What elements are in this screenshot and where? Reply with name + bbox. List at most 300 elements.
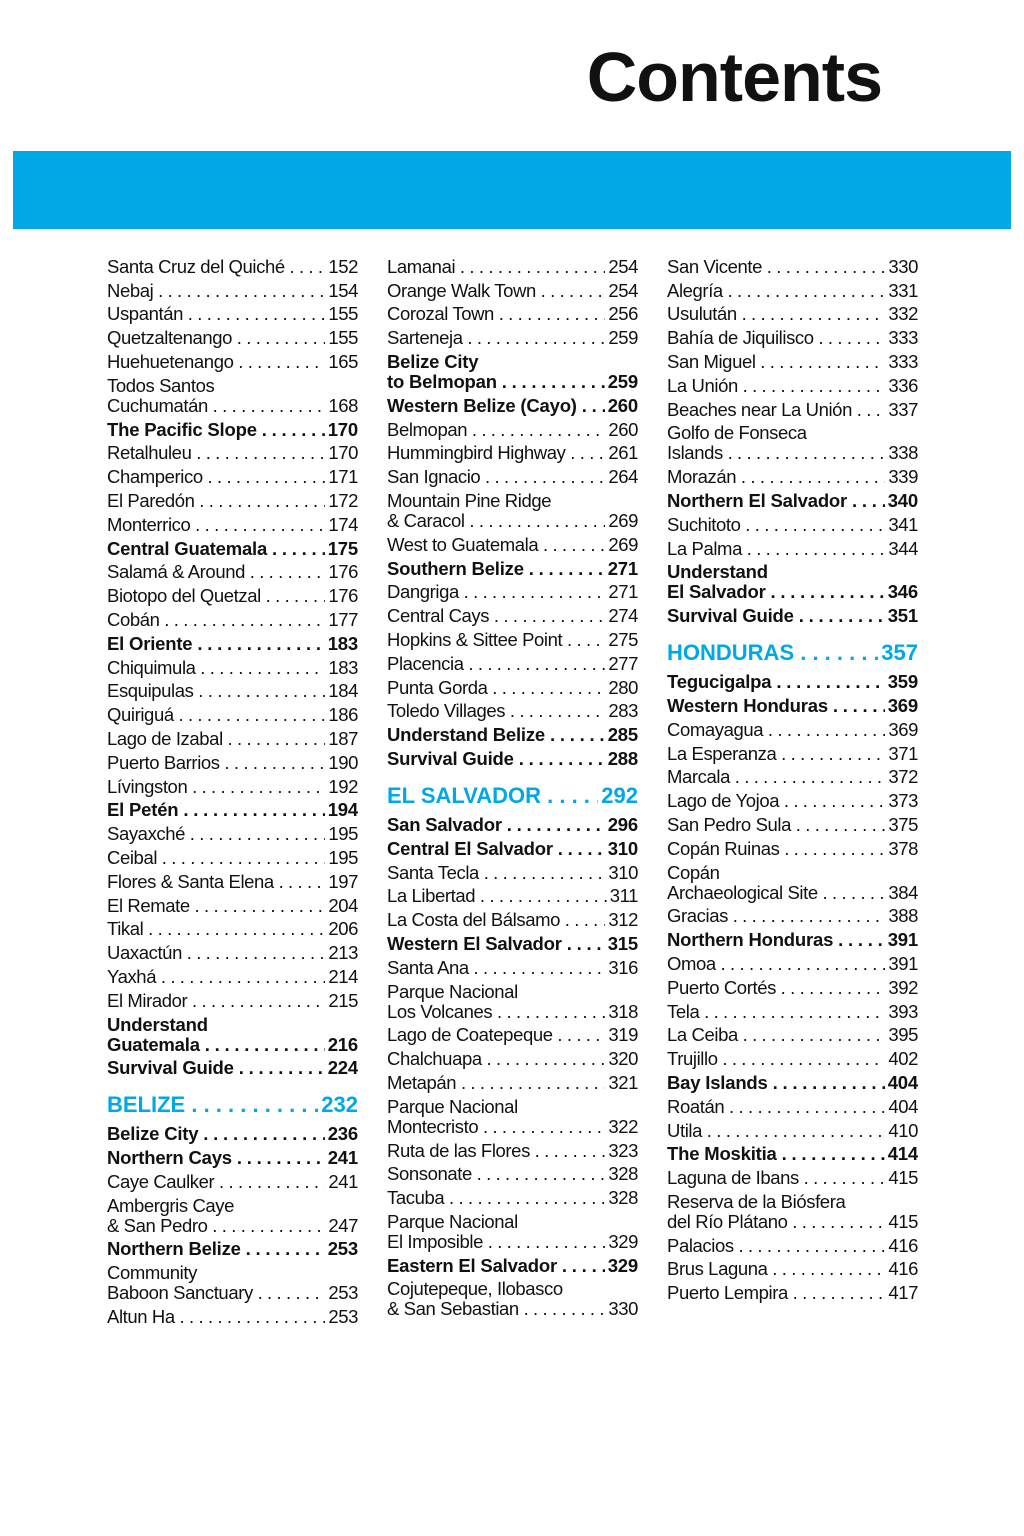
toc-page-number: 186 xyxy=(325,705,358,725)
toc-page-number: 216 xyxy=(325,1035,358,1055)
toc-page-number: 328 xyxy=(605,1188,638,1208)
toc-entry-label: Central Cays . . . xyxy=(387,606,638,626)
toc-entry-label: Survival Guide . . . xyxy=(667,606,918,626)
toc-page-number: 259 xyxy=(605,372,638,392)
toc-entry-label: Lívingston . . . xyxy=(107,777,358,797)
toc-page-number: 170 xyxy=(325,420,358,440)
toc-entry-label: Comayagua . . . xyxy=(667,720,918,740)
toc-entry-label: La Ceiba . . . xyxy=(667,1025,918,1045)
toc-entry-label: Sarteneja . . . xyxy=(387,328,638,348)
toc-entry xyxy=(667,304,918,324)
toc-entry xyxy=(107,824,358,844)
toc-entry-label: Puerto Cortés . . . xyxy=(667,978,918,998)
toc-entry-label: Santa Cruz del Quiché . . . xyxy=(107,257,358,277)
toc-entry-label: Punta Gorda . . . xyxy=(387,678,638,698)
toc-page-number: 175 xyxy=(325,539,358,559)
toc-entry-label: Orange Walk Town . . . xyxy=(387,281,638,301)
toc-entry-label: Morazán . . . xyxy=(667,467,918,487)
toc-entry-label: Laguna de Ibans . . . xyxy=(667,1168,918,1188)
toc-entry-label: EL SALVADOR . . . xyxy=(387,783,638,808)
toc-entry-label: Puerto Barrios . . . xyxy=(107,753,358,773)
toc-entry-label: Champerico . . . xyxy=(107,467,358,487)
toc-column-3 xyxy=(667,253,918,1307)
toc-entry-label: & San Pedro . . . xyxy=(107,1215,358,1236)
toc-entry xyxy=(107,352,358,372)
toc-entry-label: Tacuba . . . xyxy=(387,1188,638,1208)
toc-chapter-entry xyxy=(107,1148,358,1168)
toc-page-number: 165 xyxy=(325,352,358,372)
toc-entry xyxy=(387,1164,638,1184)
toc-page-number: 197 xyxy=(325,872,358,892)
toc-page-number: 204 xyxy=(325,896,358,916)
toc-entry-label: San Vicente . . . xyxy=(667,257,918,277)
toc-page-number: 183 xyxy=(325,658,358,678)
toc-page-number: 323 xyxy=(605,1141,638,1161)
toc-page-number: 416 xyxy=(885,1236,918,1256)
toc-entry xyxy=(387,257,638,277)
toc-entry xyxy=(667,1121,918,1141)
toc-entry-label: Metapán . . . xyxy=(387,1073,638,1093)
toc-entry xyxy=(107,328,358,348)
toc-entry-label: Ruta de las Flores . . . xyxy=(387,1141,638,1161)
toc-entry-label: Western El Salvador . . . xyxy=(387,934,638,954)
toc-entry-label: Hopkins & Sittee Point . . . xyxy=(387,630,638,650)
toc-entry-label: HONDURAS . . . xyxy=(667,640,918,665)
toc-entry-label: Lago de Coatepeque . . . xyxy=(387,1025,638,1045)
toc-entry-label: Altun Ha . . . xyxy=(107,1307,358,1327)
toc-entry-label-line1: Parque Nacional xyxy=(387,1096,518,1117)
toc-entry-label: Sonsonate . . . xyxy=(387,1164,638,1184)
toc-entry xyxy=(667,744,918,764)
toc-page-number: 329 xyxy=(605,1232,638,1252)
toc-entry-label: El Petén . . . xyxy=(107,800,358,820)
toc-entry-label: Eastern El Salvador . . . xyxy=(387,1256,638,1276)
toc-page-number: 320 xyxy=(605,1049,638,1069)
toc-entry xyxy=(667,376,918,396)
toc-entry xyxy=(387,1212,638,1252)
toc-page-number: 253 xyxy=(325,1307,358,1327)
toc-entry-label: Western Honduras . . . xyxy=(667,696,918,716)
toc-section-heading xyxy=(107,1092,358,1118)
toc-entry xyxy=(107,729,358,749)
toc-chapter-entry xyxy=(107,539,358,559)
toc-entry-label: The Pacific Slope . . . xyxy=(107,420,358,440)
toc-entry-label-line1: Community xyxy=(107,1263,197,1284)
toc-entry xyxy=(107,304,358,324)
toc-entry-label: La Libertad . . . xyxy=(387,886,638,906)
toc-page-number: 254 xyxy=(605,281,638,301)
toc-page-number: 336 xyxy=(885,376,918,396)
toc-entry xyxy=(387,1049,638,1069)
toc-entry xyxy=(667,1283,918,1303)
toc-entry-label-line1: Belize City xyxy=(387,351,479,372)
toc-entry-label: Placencia . . . xyxy=(387,654,638,674)
toc-page-number: 155 xyxy=(325,328,358,348)
toc-entry xyxy=(667,978,918,998)
toc-entry-label: Usulután . . . xyxy=(667,304,918,324)
toc-chapter-entry xyxy=(107,1015,358,1055)
toc-entry-label: Dangriga . . . xyxy=(387,582,638,602)
toc-entry-label: del Río Plátano . . . xyxy=(667,1211,918,1232)
toc-chapter-entry xyxy=(667,606,918,626)
toc-page-number: 184 xyxy=(325,681,358,701)
toc-page-number: 152 xyxy=(325,257,358,277)
toc-entry-label: Flores & Santa Elena . . . xyxy=(107,872,358,892)
toc-page-number: 415 xyxy=(885,1212,918,1232)
toc-entry-label: BELIZE . . . xyxy=(107,1092,358,1117)
toc-entry-label: Santa Ana . . . xyxy=(387,958,638,978)
toc-page-number: 344 xyxy=(885,539,918,559)
toc-entry-label: Understand Belize . . . xyxy=(387,725,638,745)
toc-entry xyxy=(107,491,358,511)
toc-entry-label: Uaxactún . . . xyxy=(107,943,358,963)
toc-page-number: 261 xyxy=(605,443,638,463)
toc-entry xyxy=(387,701,638,721)
toc-chapter-entry xyxy=(387,1256,638,1276)
toc-entry-label: El Paredón . . . xyxy=(107,491,358,511)
toc-page-number: 176 xyxy=(325,586,358,606)
toc-entry xyxy=(107,705,358,725)
toc-entry-label-line1: Cojutepeque, Ilobasco xyxy=(387,1279,563,1300)
toc-page-number: 371 xyxy=(885,744,918,764)
toc-entry xyxy=(667,906,918,926)
toc-page-number: 259 xyxy=(605,328,638,348)
toc-entry-label: Lago de Izabal . . . xyxy=(107,729,358,749)
toc-entry-label: Bay Islands . . . xyxy=(667,1073,918,1093)
toc-entry-label: Ceibal . . . xyxy=(107,848,358,868)
toc-entry-label: La Esperanza . . . xyxy=(667,744,918,764)
toc-page-number: 319 xyxy=(605,1025,638,1045)
toc-chapter-entry xyxy=(387,815,638,835)
toc-entry-label: Uspantán . . . xyxy=(107,304,358,324)
toc-entry xyxy=(387,1025,638,1045)
toc-entry-label: Nebaj . . . xyxy=(107,281,358,301)
toc-entry xyxy=(667,954,918,974)
toc-entry-label-line1: Copán xyxy=(667,862,720,883)
toc-entry-label-line1: Mountain Pine Ridge xyxy=(387,490,552,511)
toc-page-number: 312 xyxy=(605,910,638,930)
toc-chapter-entry xyxy=(387,396,638,416)
toc-entry xyxy=(387,886,638,906)
toc-entry-label: El Salvador . . . xyxy=(667,581,918,602)
toc-page-number: 341 xyxy=(885,515,918,535)
toc-entry xyxy=(667,423,918,463)
toc-page-number: 328 xyxy=(605,1164,638,1184)
toc-page-number: 168 xyxy=(325,396,358,416)
toc-page-number: 206 xyxy=(325,919,358,939)
toc-entry-label: Trujillo . . . xyxy=(667,1049,918,1069)
toc-page-number: 183 xyxy=(325,634,358,654)
toc-entry-label: & Caracol . . . xyxy=(387,510,638,531)
toc-entry-label: Baboon Sanctuary . . . xyxy=(107,1282,358,1303)
toc-page-number: 214 xyxy=(325,967,358,987)
toc-entry-label: El Mirador . . . xyxy=(107,991,358,1011)
toc-entry xyxy=(667,281,918,301)
toc-entry-label: Sayaxché . . . xyxy=(107,824,358,844)
toc-entry xyxy=(667,839,918,859)
page-title: Contents xyxy=(586,38,882,116)
toc-page-number: 315 xyxy=(605,934,638,954)
toc-entry xyxy=(107,991,358,1011)
toc-page-number: 247 xyxy=(325,1216,358,1236)
toc-page-number: 192 xyxy=(325,777,358,797)
toc-entry xyxy=(107,1172,358,1192)
toc-entry-label: Central Guatemala . . . xyxy=(107,539,358,559)
toc-entry xyxy=(667,515,918,535)
toc-entry xyxy=(667,539,918,559)
toc-entry xyxy=(107,515,358,535)
toc-entry-label: Santa Tecla . . . xyxy=(387,863,638,883)
toc-entry-label-line1: Parque Nacional xyxy=(387,981,518,1002)
toc-entry-label: Puerto Lempira . . . xyxy=(667,1283,918,1303)
toc-entry xyxy=(387,582,638,602)
toc-page-number: 378 xyxy=(885,839,918,859)
toc-page-number: 215 xyxy=(325,991,358,1011)
toc-page-number: 339 xyxy=(885,467,918,487)
toc-entry xyxy=(387,467,638,487)
toc-page-number: 417 xyxy=(885,1283,918,1303)
toc-page-number: 330 xyxy=(885,257,918,277)
toc-page-number: 277 xyxy=(605,654,638,674)
toc-entry xyxy=(667,328,918,348)
toc-entry xyxy=(107,943,358,963)
toc-page-number: 280 xyxy=(605,678,638,698)
toc-page-number: 404 xyxy=(885,1073,918,1093)
toc-entry xyxy=(387,328,638,348)
toc-entry xyxy=(387,654,638,674)
toc-entry-label: Brus Laguna . . . xyxy=(667,1259,918,1279)
toc-entry-label: Cuchumatán . . . xyxy=(107,395,358,416)
toc-entry xyxy=(107,586,358,606)
toc-entry xyxy=(387,910,638,930)
toc-page-number: 404 xyxy=(885,1097,918,1117)
toc-entry-label: Guatemala . . . xyxy=(107,1034,358,1055)
toc-entry-label: Northern Belize . . . xyxy=(107,1239,358,1259)
toc-entry-label-line1: Understand xyxy=(667,562,768,583)
toc-entry xyxy=(107,1196,358,1236)
toc-page-number: 391 xyxy=(885,954,918,974)
toc-page-number: 329 xyxy=(605,1256,638,1276)
toc-chapter-entry xyxy=(667,1073,918,1093)
toc-entry xyxy=(387,1279,638,1319)
toc-entry-label: Biotopo del Quetzal . . . xyxy=(107,586,358,606)
toc-chapter-entry xyxy=(667,672,918,692)
toc-page-number: 236 xyxy=(325,1124,358,1144)
toc-page-number: 264 xyxy=(605,467,638,487)
toc-page-number: 330 xyxy=(605,1299,638,1319)
toc-chapter-entry xyxy=(107,1058,358,1078)
toc-chapter-entry xyxy=(107,420,358,440)
toc-entry-label: Belize City . . . xyxy=(107,1124,358,1144)
toc-page-number: 190 xyxy=(325,753,358,773)
toc-entry-label: Survival Guide . . . xyxy=(387,749,638,769)
toc-entry xyxy=(107,562,358,582)
toc-page-number: 331 xyxy=(885,281,918,301)
toc-chapter-entry xyxy=(387,839,638,859)
toc-entry xyxy=(387,304,638,324)
toc-entry-label: Central El Salvador . . . xyxy=(387,839,638,859)
toc-entry-label: Marcala . . . xyxy=(667,767,918,787)
toc-page-number: 410 xyxy=(885,1121,918,1141)
toc-chapter-entry xyxy=(667,696,918,716)
toc-page-number: 174 xyxy=(325,515,358,535)
toc-entry-label: San Ignacio . . . xyxy=(387,467,638,487)
toc-chapter-entry xyxy=(107,1239,358,1259)
toc-entry xyxy=(107,848,358,868)
toc-entry xyxy=(387,420,638,440)
toc-entry-label: Hummingbird Highway . . . xyxy=(387,443,638,463)
toc-entry xyxy=(667,1259,918,1279)
toc-entry-label: Northern El Salvador . . . xyxy=(667,491,918,511)
toc-page-number: 269 xyxy=(605,535,638,555)
toc-page-number: 333 xyxy=(885,328,918,348)
toc-chapter-entry xyxy=(107,1124,358,1144)
toc-entry-label: La Palma . . . xyxy=(667,539,918,559)
toc-entry xyxy=(667,1002,918,1022)
toc-chapter-entry xyxy=(387,749,638,769)
toc-page-number: 241 xyxy=(325,1148,358,1168)
toc-page-number: 416 xyxy=(885,1259,918,1279)
toc-entry xyxy=(107,753,358,773)
toc-page-number: 171 xyxy=(325,467,358,487)
toc-entry-label: Chalchuapa . . . xyxy=(387,1049,638,1069)
toc-entry-label: Salamá & Around . . . xyxy=(107,562,358,582)
toc-entry-label: Islands . . . xyxy=(667,442,918,463)
toc-chapter-entry xyxy=(387,352,638,392)
toc-entry-label: Huehuetenango . . . xyxy=(107,352,358,372)
toc-page-number: 388 xyxy=(885,906,918,926)
toc-entry xyxy=(667,767,918,787)
toc-entry-label: Corozal Town . . . xyxy=(387,304,638,324)
toc-entry-label: Omoa . . . xyxy=(667,954,918,974)
toc-entry xyxy=(387,1097,638,1137)
toc-entry xyxy=(667,815,918,835)
toc-entry xyxy=(107,610,358,630)
toc-entry-label: Toledo Villages . . . xyxy=(387,701,638,721)
toc-entry-label: Bahía de Jiquilisco . . . xyxy=(667,328,918,348)
toc-page-number: 195 xyxy=(325,824,358,844)
toc-entry-label-line1: Golfo de Fonseca xyxy=(667,423,807,444)
toc-page-number: 310 xyxy=(605,863,638,883)
toc-page-number: 296 xyxy=(605,815,638,835)
toc-entry xyxy=(387,678,638,698)
toc-entry-label: Esquipulas . . . xyxy=(107,681,358,701)
toc-entry-label: to Belmopan . . . xyxy=(387,371,638,392)
toc-page-number: 357 xyxy=(878,640,918,666)
toc-entry-label: Lago de Yojoa . . . xyxy=(667,791,918,811)
toc-entry-label: El Imposible . . . xyxy=(387,1231,638,1252)
toc-page-number: 375 xyxy=(885,815,918,835)
toc-entry xyxy=(107,681,358,701)
toc-entry-label: Survival Guide . . . xyxy=(107,1058,358,1078)
toc-entry-label: Lamanai . . . xyxy=(387,257,638,277)
toc-entry-label: Quiriguá . . . xyxy=(107,705,358,725)
toc-entry xyxy=(107,777,358,797)
toc-entry xyxy=(667,1236,918,1256)
toc-page-number: 316 xyxy=(605,958,638,978)
toc-chapter-entry xyxy=(667,562,918,602)
toc-entry-label-line1: Parque Nacional xyxy=(387,1211,518,1232)
toc-entry xyxy=(667,352,918,372)
toc-page-number: 395 xyxy=(885,1025,918,1045)
toc-page-number: 241 xyxy=(325,1172,358,1192)
toc-page-number: 338 xyxy=(885,443,918,463)
toc-entry-label: The Moskitia . . . xyxy=(667,1144,918,1164)
toc-page-number: 224 xyxy=(325,1058,358,1078)
toc-page-number: 415 xyxy=(885,1168,918,1188)
toc-entry-label: La Unión . . . xyxy=(667,376,918,396)
toc-entry xyxy=(667,1049,918,1069)
toc-entry-label: Southern Belize . . . xyxy=(387,559,638,579)
toc-entry xyxy=(387,1188,638,1208)
toc-entry-label: Retalhuleu . . . xyxy=(107,443,358,463)
toc-page-number: 333 xyxy=(885,352,918,372)
toc-page-number: 310 xyxy=(605,839,638,859)
toc-entry xyxy=(107,1263,358,1303)
toc-page-number: 373 xyxy=(885,791,918,811)
toc-entry xyxy=(107,467,358,487)
toc-entry-label: & San Sebastian . . . xyxy=(387,1298,638,1319)
toc-page-number: 154 xyxy=(325,281,358,301)
toc-page-number: 254 xyxy=(605,257,638,277)
toc-page-number: 195 xyxy=(325,848,358,868)
toc-entry xyxy=(107,872,358,892)
toc-entry-label: Roatán . . . xyxy=(667,1097,918,1117)
toc-page-number: 194 xyxy=(325,800,358,820)
toc-chapter-entry xyxy=(667,1144,918,1164)
toc-entry xyxy=(107,443,358,463)
toc-page-number: 177 xyxy=(325,610,358,630)
toc-chapter-entry xyxy=(387,559,638,579)
toc-entry-label: El Oriente . . . xyxy=(107,634,358,654)
toc-page-number: 176 xyxy=(325,562,358,582)
toc-entry xyxy=(387,863,638,883)
toc-entry-label: Gracias . . . xyxy=(667,906,918,926)
toc-entry xyxy=(107,257,358,277)
toc-entry-label: Monterrico . . . xyxy=(107,515,358,535)
toc-entry-label: Los Volcanes . . . xyxy=(387,1001,638,1022)
toc-entry-label: Utila . . . xyxy=(667,1121,918,1141)
toc-page-number: 414 xyxy=(885,1144,918,1164)
toc-page-number: 321 xyxy=(605,1073,638,1093)
toc-entry xyxy=(387,1073,638,1093)
toc-page-number: 318 xyxy=(605,1002,638,1022)
toc-entry-label: West to Guatemala . . . xyxy=(387,535,638,555)
toc-column-1 xyxy=(107,253,358,1331)
toc-page-number: 311 xyxy=(607,886,638,906)
toc-page-number: 332 xyxy=(885,304,918,324)
toc-chapter-entry xyxy=(387,725,638,745)
toc-page-number: 384 xyxy=(885,883,918,903)
toc-page-number: 283 xyxy=(605,701,638,721)
toc-entry-label: Alegría . . . xyxy=(667,281,918,301)
toc-chapter-entry xyxy=(667,930,918,950)
toc-page-number: 393 xyxy=(885,1002,918,1022)
toc-entry-label: Chiquimula . . . xyxy=(107,658,358,678)
toc-page-number: 369 xyxy=(885,696,918,716)
toc-page-number: 372 xyxy=(885,767,918,787)
toc-entry xyxy=(387,1141,638,1161)
toc-entry-label: San Miguel . . . xyxy=(667,352,918,372)
toc-page-number: 155 xyxy=(325,304,358,324)
toc-entry-label: Western Belize (Cayo) . . . xyxy=(387,396,638,416)
toc-entry-label-line1: Understand xyxy=(107,1014,208,1035)
toc-entry-label: La Costa del Bálsamo . . . xyxy=(387,910,638,930)
toc-entry xyxy=(387,606,638,626)
toc-entry xyxy=(387,281,638,301)
toc-page-number: 340 xyxy=(885,491,918,511)
toc-page-number: 346 xyxy=(885,582,918,602)
